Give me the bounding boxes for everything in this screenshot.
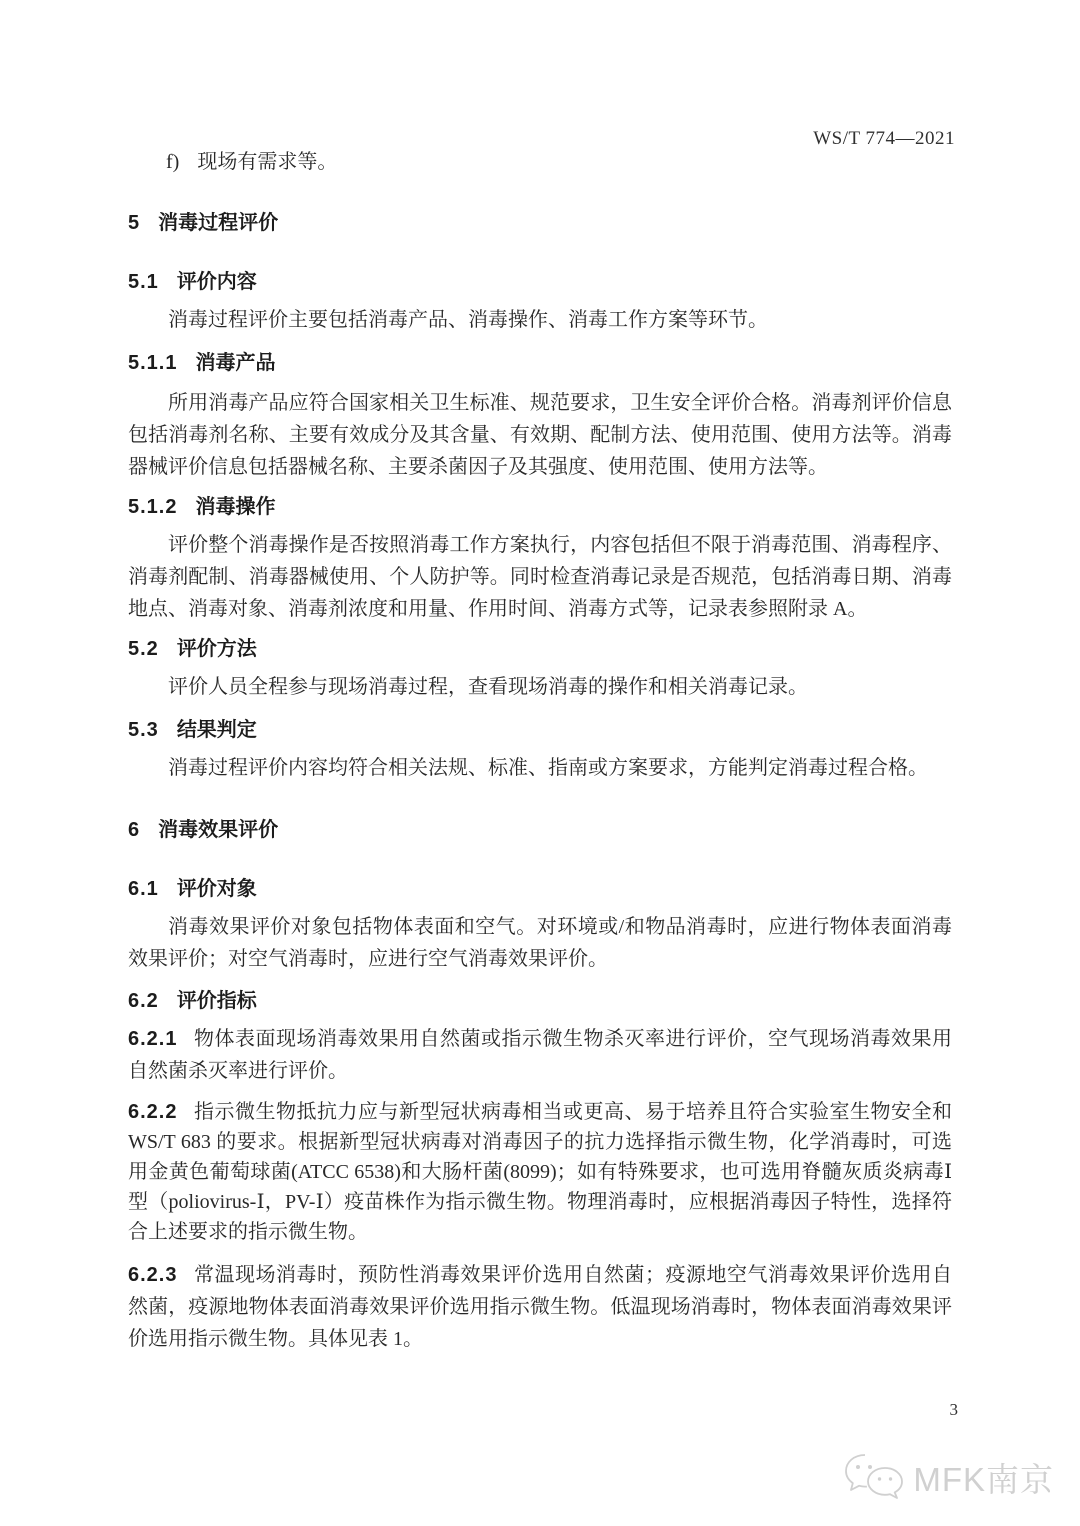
heading-5-2-number: 5.2 — [128, 638, 159, 660]
list-item-f-text: 现场有需求等。 — [197, 151, 338, 173]
heading-6-2 — [128, 987, 952, 1015]
heading-6-1 — [128, 875, 952, 903]
paragraph-6-1: 消毒效果评价对象包括物体表面和空气。对环境或/和物品消毒时，应进行物体表面消毒效果评价；对空气消毒时，应进行空气消毒效果评价。 — [128, 916, 952, 970]
clause-6-2-2-number: 6.2.2 — [128, 1101, 178, 1123]
heading-5 — [128, 209, 952, 237]
heading-5-1-2 — [128, 493, 952, 521]
heading-6-2-title: 评价指标 — [176, 990, 257, 1012]
clause-6-2-3 — [128, 1259, 952, 1355]
paragraph-5-1: 消毒过程评价主要包括消毒产品、消毒操作、消毒工作方案等环节。 — [168, 309, 768, 331]
watermark — [843, 1452, 1054, 1502]
paragraph-5-1-1: 所用消毒产品应符合国家相关卫生标准、规范要求，卫生安全评价合格。消毒剂评价信息包括消毒剂名称、主要有效成分及其含量、有效期、配制方法、使用范围、使用方法等。消毒器械评价信息包括器械名称、主要杀菌因子及其强度、使用范围、使用方法等。 — [128, 392, 952, 478]
page-number: 3 — [949, 1400, 958, 1419]
heading-6 — [128, 816, 952, 844]
clause-6-2-1 — [128, 1023, 952, 1087]
heading-5-1-2-number: 5.1.2 — [128, 496, 178, 518]
list-item-f — [128, 146, 952, 179]
heading-5-number: 5 — [128, 212, 141, 234]
clause-6-2-2-text: 指示微生物抵抗力应与新型冠状病毒相当或更高、易于培养且符合实验室生物安全和 WS/T 683 的要求。根据新型冠状病毒对消毒因子的抗力选择指示微生物，化学消毒时，可选用金黄色葡萄球菌(ATCC 6538)和大肠杆菌(8099)；如有特殊要求，也可选用脊髓灰质炎病毒Ⅰ型（poliovirus-Ⅰ，PV-Ⅰ）疫苗株作为指示微生物。物理消毒时，应根据消毒因子特性，选择符合上述要求的指示微生物。 — [128, 1101, 952, 1243]
heading-6-title: 消毒效果评价 — [158, 819, 279, 841]
heading-5-1-2-title: 消毒操作 — [195, 496, 276, 518]
document-content — [128, 146, 952, 1355]
heading-5-1-title: 评价内容 — [176, 271, 257, 293]
heading-5-3-title: 结果判定 — [176, 719, 257, 741]
heading-5-2-title: 评价方法 — [176, 638, 257, 660]
heading-5-3-number: 5.3 — [128, 719, 159, 741]
wechat-logo-icon — [843, 1452, 905, 1502]
heading-5-1-1 — [128, 349, 952, 377]
watermark-text: MFK南京 — [913, 1460, 1054, 1498]
clause-6-2-1-number: 6.2.1 — [128, 1028, 178, 1050]
heading-5-3 — [128, 716, 952, 744]
clause-6-2-3-number: 6.2.3 — [128, 1264, 178, 1286]
heading-6-1-title: 评价对象 — [176, 878, 257, 900]
heading-6-number: 6 — [128, 819, 141, 841]
paragraph-5-2: 评价人员全程参与现场消毒过程，查看现场消毒的操作和相关消毒记录。 — [168, 676, 808, 698]
heading-5-1-1-title: 消毒产品 — [195, 352, 276, 374]
clause-6-2-1-text: 物体表面现场消毒效果用自然菌或指示微生物杀灭率进行评价，空气现场消毒效果用自然菌杀灭率进行评价。 — [128, 1028, 952, 1082]
list-item-f-label: f) — [166, 151, 180, 173]
doc-number: WS/T 774—2021 — [813, 128, 955, 149]
clause-6-2-2 — [128, 1097, 952, 1247]
heading-5-title: 消毒过程评价 — [158, 212, 279, 234]
heading-6-2-number: 6.2 — [128, 990, 159, 1012]
heading-5-2 — [128, 635, 952, 663]
heading-5-1 — [128, 268, 952, 296]
heading-6-1-number: 6.1 — [128, 878, 159, 900]
heading-5-1-number: 5.1 — [128, 271, 159, 293]
clause-6-2-3-text: 常温现场消毒时，预防性消毒效果评价选用自然菌；疫源地空气消毒效果评价选用自然菌，疫源地物体表面消毒效果评价选用指示微生物。低温现场消毒时，物体表面消毒效果评价选用指示微生物。具体见表 1。 — [128, 1264, 952, 1350]
heading-5-1-1-number: 5.1.1 — [128, 352, 178, 374]
paragraph-5-1-2: 评价整个消毒操作是否按照消毒工作方案执行，内容包括但不限于消毒范围、消毒程序、消毒剂配制、消毒器械使用、个人防护等。同时检查消毒记录是否规范，包括消毒日期、消毒地点、消毒对象、消毒剂浓度和用量、作用时间、消毒方式等，记录表参照附录 A。 — [128, 534, 952, 620]
paragraph-5-3: 消毒过程评价内容均符合相关法规、标准、指南或方案要求，方能判定消毒过程合格。 — [168, 757, 928, 779]
